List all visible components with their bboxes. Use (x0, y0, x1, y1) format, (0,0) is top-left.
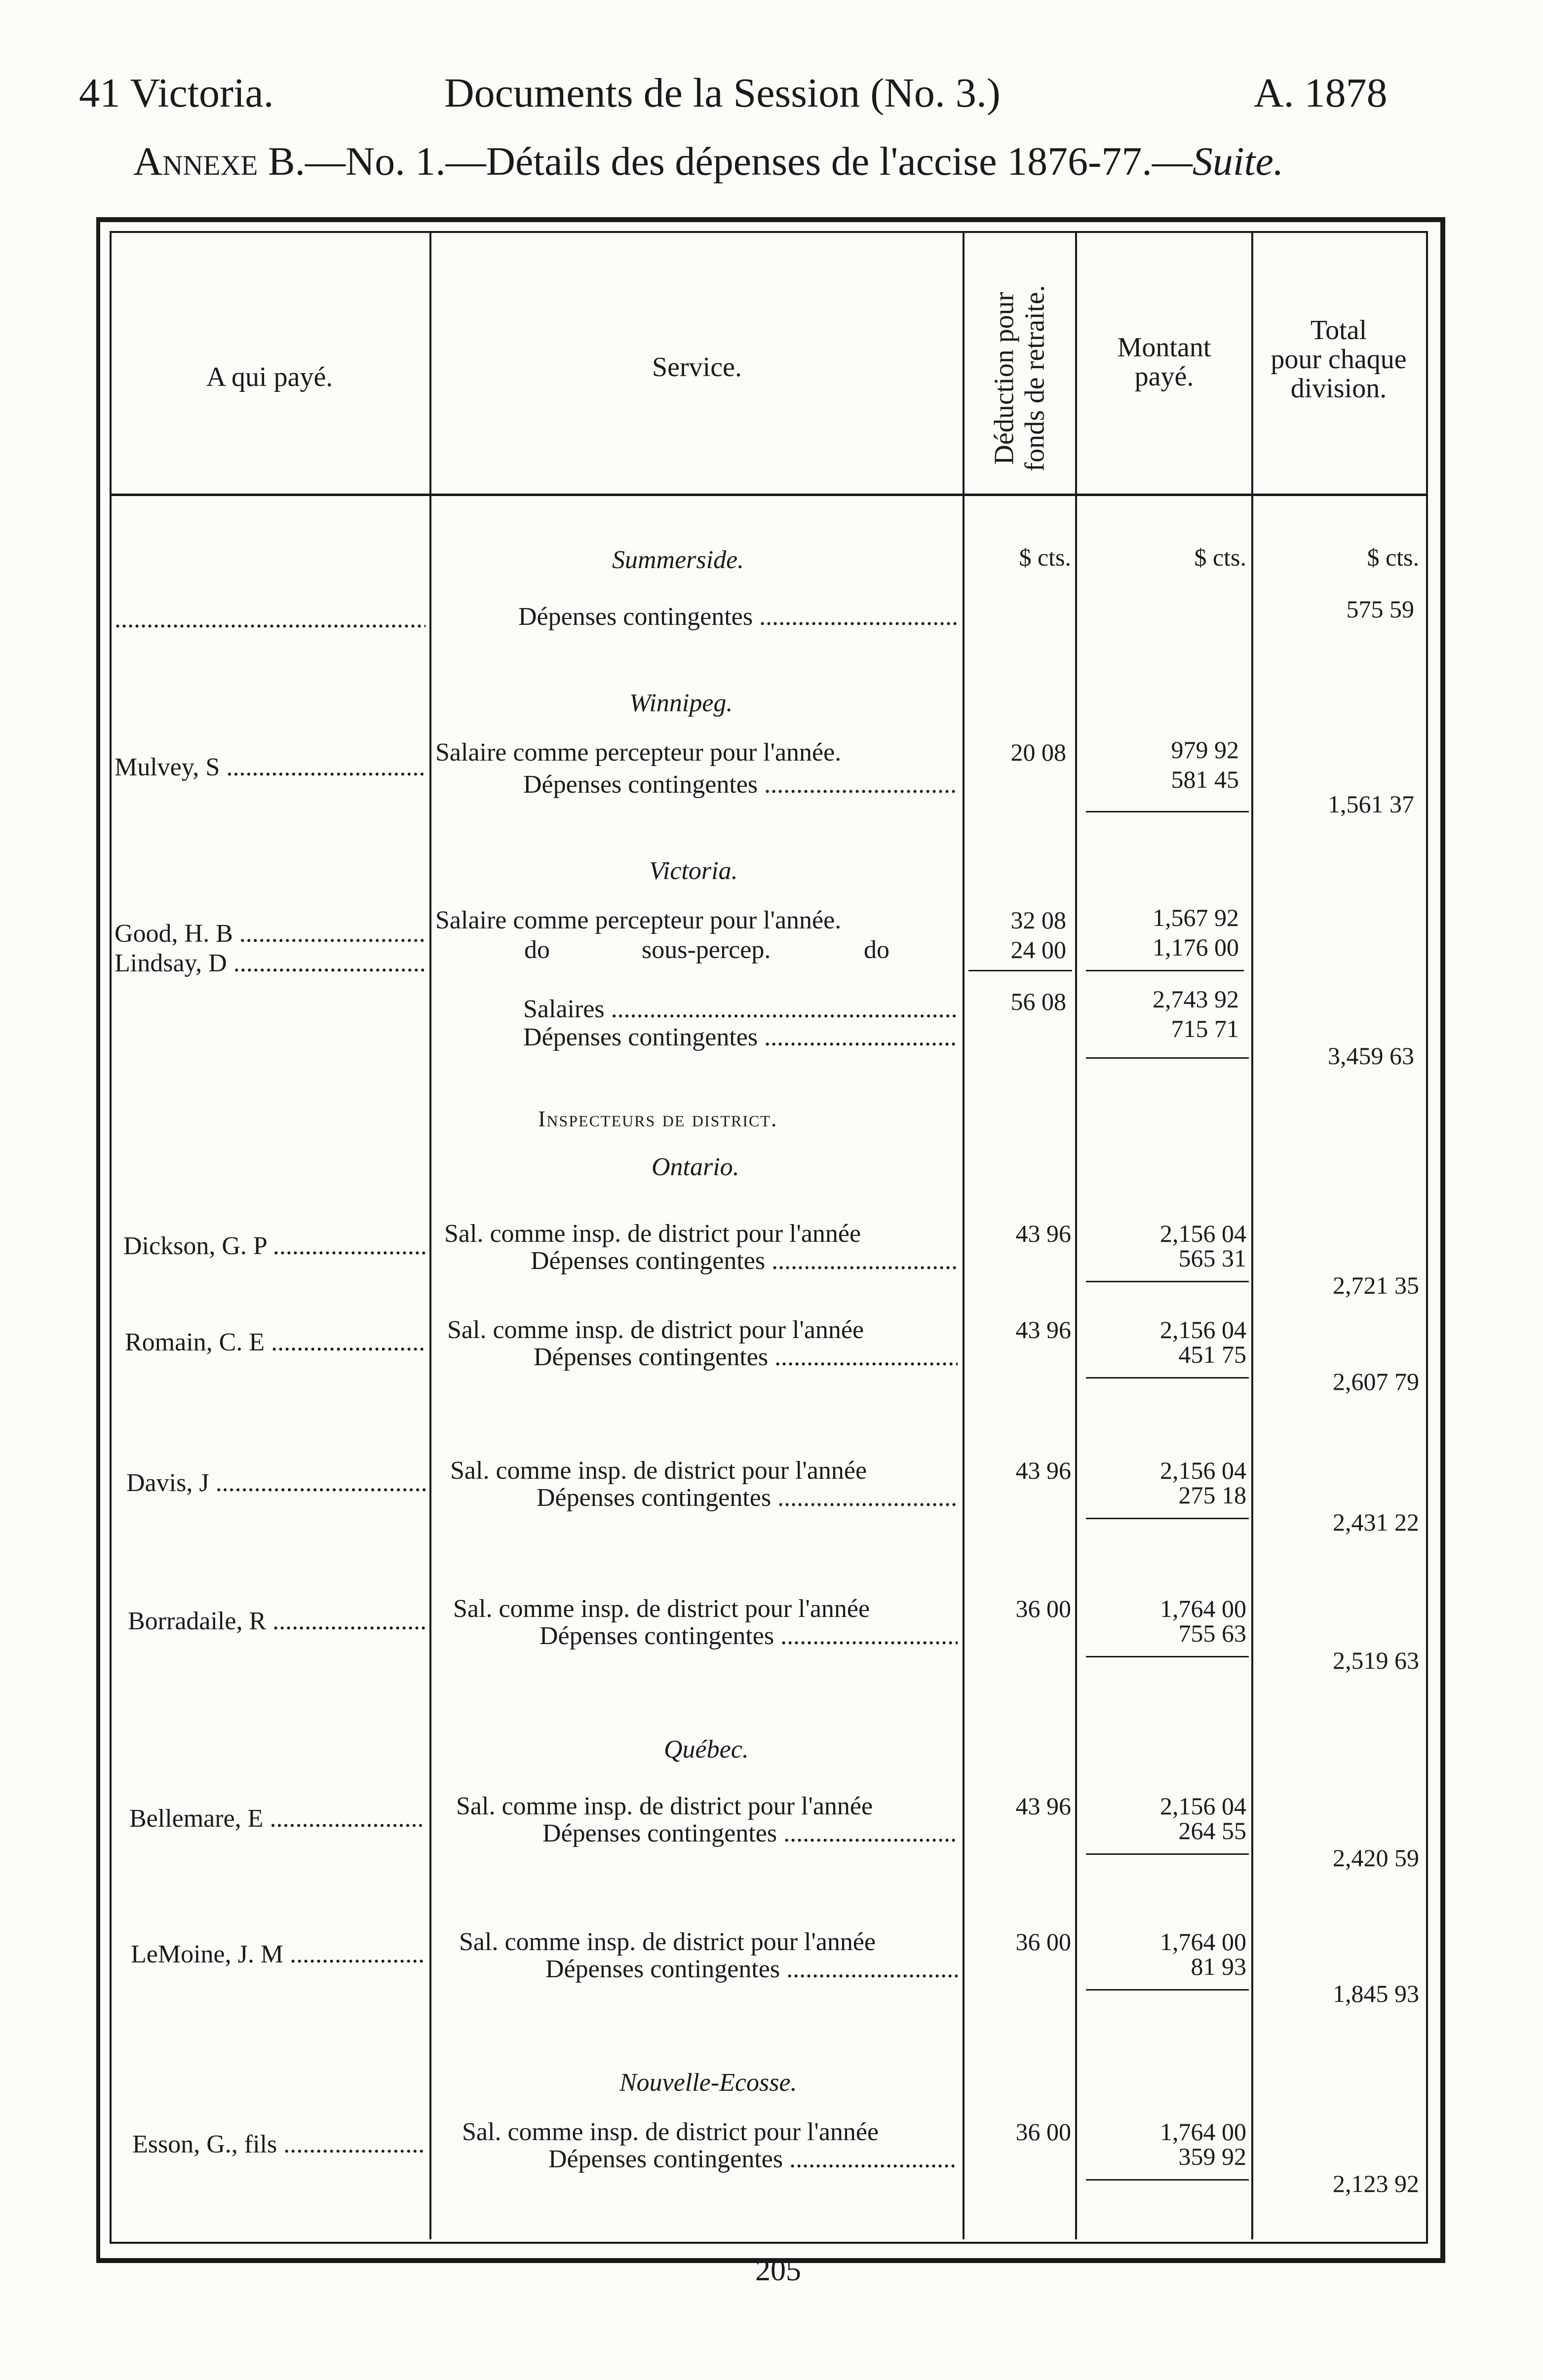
col-montant-line1: Montant (1117, 332, 1211, 363)
payee-mulvey: Mulvey, S ..... (115, 753, 425, 783)
sum-rule (1086, 2179, 1249, 2181)
col-deduction (964, 237, 1075, 491)
page-number: 205 (755, 2254, 801, 2287)
section-ontario: Ontario. (652, 1153, 739, 1181)
total-borradaile: 2,519 63 (1333, 1647, 1419, 1674)
service-victoria-dep: Dépenses contingentes ..... (523, 1023, 958, 1053)
section-winnipeg: Winnipeg. (629, 689, 733, 717)
payee-lemoine: LeMoine, J. M ..... (131, 1940, 425, 1970)
col-total (1253, 316, 1424, 403)
section-victoria: Victoria. (649, 857, 738, 885)
unit-montant: $ cts. (1194, 543, 1246, 571)
service-romain: Sal. comme insp. de district pour l'année (447, 1316, 864, 1344)
service-romain-dep: Dépenses contingentes ..... (534, 1343, 958, 1373)
montant-bellemare-dep: 264 55 (1178, 1817, 1246, 1844)
service-dickson: Sal. comme insp. de district pour l'année (444, 1220, 861, 1248)
service-davis-dep: Dépenses contingentes ..... (537, 1483, 958, 1514)
header-rule (110, 494, 1426, 496)
sum-rule (968, 970, 1072, 971)
total-bellemare: 2,420 59 (1333, 1844, 1419, 1872)
montant-romain-dep: 451 75 (1178, 1341, 1246, 1368)
col-deduction-line1: Déduction pour (989, 292, 1020, 465)
header-center: Documents de la Session (No. 3.) (444, 70, 1001, 116)
montant-winnipeg-dep: 581 45 (1171, 766, 1239, 793)
payee-bellemare: Bellemare, E ..... (129, 1804, 425, 1835)
montant-dickson: 2,156 04 (1160, 1220, 1246, 1247)
sum-rule (1086, 1518, 1249, 1519)
sum-rule (1086, 811, 1249, 812)
sum-rule (1086, 1377, 1249, 1379)
sum-rule (1086, 1281, 1249, 1282)
deduction-lemoine: 36 00 (1015, 1928, 1071, 1956)
payee-dickson: Dickson, G. P ..... (123, 1231, 425, 1262)
sum-rule (1086, 970, 1244, 971)
montant-mulvey: 979 92 (1171, 736, 1239, 764)
service-bellemare-dep: Dépenses contingentes ..... (542, 1819, 958, 1849)
deduction-dickson: 43 96 (1015, 1220, 1071, 1247)
annexe-title (133, 138, 1283, 185)
deduction-victoria-sal: 56 08 (1010, 988, 1066, 1015)
col-service: Service. (652, 352, 742, 383)
section-quebec: Québec. (664, 1735, 749, 1764)
col-montant-line2: payé. (1134, 361, 1194, 392)
service-winnipeg-dep: Dépenses contingentes ..... (523, 770, 958, 801)
total-davis: 2,431 22 (1333, 1508, 1419, 1536)
annexe-text: B.—No. 1.—Détails des dépenses de l'accise 1876-77.— (258, 139, 1193, 184)
section-summerside: Summerside. (612, 546, 744, 574)
montant-davis: 2,156 04 (1160, 1457, 1246, 1484)
payee-davis: Davis, J ..... (126, 1468, 425, 1499)
service-lindsay: sous-percep. (642, 936, 771, 964)
payee-lindsay: Lindsay, D ..... (115, 949, 425, 979)
montant-esson: 1,764 00 (1160, 2118, 1246, 2146)
montant-romain: 2,156 04 (1160, 1316, 1246, 1344)
section-inspecteurs: Inspecteurs de district. (538, 1106, 778, 1131)
service-lindsay-do: do (524, 936, 550, 964)
montant-lemoine: 1,764 00 (1160, 1928, 1246, 1956)
service-good: Salaire comme percepteur pour l'année. (435, 906, 842, 934)
service-borradaile-dep: Dépenses contingentes ..... (540, 1621, 958, 1652)
service-mulvey: Salaire comme percepteur pour l'année. (435, 738, 842, 767)
col-total-line1: Total (1310, 315, 1367, 345)
montant-bellemare: 2,156 04 (1160, 1792, 1246, 1820)
service-davis: Sal. comme insp. de district pour l'année (450, 1457, 867, 1485)
col-sep-2 (963, 233, 964, 2239)
montant-victoria-dep: 715 71 (1171, 1015, 1239, 1042)
col-payee: A qui payé. (206, 362, 333, 392)
deduction-romain: 43 96 (1015, 1316, 1071, 1344)
service-lemoine: Sal. comme insp. de district pour l'année (459, 1928, 876, 1956)
service-borradaile: Sal. comme insp. de district pour l'année (453, 1595, 870, 1623)
montant-good: 1,567 92 (1153, 904, 1239, 931)
service-lindsay-do2: do (864, 936, 889, 964)
annexe-prefix: Annexe (133, 139, 258, 184)
payee-blank-leader (115, 605, 425, 634)
col-sep-3 (1075, 233, 1077, 2239)
sum-rule (1086, 1989, 1249, 1991)
header-left: 41 Victoria. (79, 70, 274, 116)
payee-good: Good, H. B ..... (115, 919, 425, 950)
section-nouvelle-ecosse: Nouvelle-Ecosse. (619, 2069, 797, 2097)
service-bellemare: Sal. comme insp. de district pour l'année (456, 1792, 873, 1820)
deduction-davis: 43 96 (1015, 1457, 1071, 1484)
service-lemoine-dep: Dépenses contingentes ..... (545, 1955, 958, 1985)
col-sep-4 (1251, 233, 1253, 2239)
total-lemoine: 1,845 93 (1333, 1980, 1419, 2007)
montant-borradaile-dep: 755 63 (1178, 1619, 1246, 1647)
montant-borradaile: 1,764 00 (1160, 1595, 1246, 1622)
montant-davis-dep: 275 18 (1178, 1481, 1246, 1509)
montant-victoria-sal: 2,743 92 (1153, 985, 1239, 1013)
col-total-line3: division. (1290, 373, 1387, 404)
total-esson: 2,123 92 (1333, 2170, 1419, 2197)
payee-romain: Romain, C. E ..... (125, 1328, 425, 1358)
service-dickson-dep: Dépenses contingentes ..... (531, 1246, 958, 1277)
service-esson: Sal. comme insp. de district pour l'année (462, 2118, 879, 2146)
annexe-suite: Suite. (1192, 139, 1284, 184)
montant-lindsay: 1,176 00 (1153, 933, 1239, 961)
total-dickson: 2,721 35 (1333, 1271, 1419, 1299)
deduction-borradaile: 36 00 (1015, 1595, 1071, 1622)
sum-rule (1086, 1853, 1249, 1855)
deduction-bellemare: 43 96 (1015, 1792, 1071, 1820)
payee-esson: Esson, G., fils ..... (132, 2130, 425, 2160)
deduction-lindsay: 24 00 (1010, 936, 1066, 963)
col-montant (1077, 333, 1251, 391)
service-summerside-dep: Dépenses contingentes ..... (518, 602, 958, 633)
deduction-good: 32 08 (1010, 906, 1066, 934)
total-romain: 2,607 79 (1333, 1368, 1419, 1395)
montant-dickson-dep: 565 31 (1178, 1244, 1246, 1272)
payee-borradaile: Borradaile, R ..... (128, 1607, 425, 1637)
total-winnipeg: 1,561 37 (1328, 790, 1414, 818)
deduction-esson: 36 00 (1015, 2118, 1071, 2146)
montant-lemoine-dep: 81 93 (1191, 1953, 1246, 1980)
montant-esson-dep: 359 92 (1178, 2143, 1246, 2170)
service-esson-dep: Dépenses contingentes ..... (548, 2145, 958, 2175)
unit-deduction: $ cts. (1019, 543, 1071, 571)
total-summerside: 575 59 (1346, 595, 1414, 623)
col-deduction-line2: fonds de retraite. (1019, 285, 1050, 472)
service-victoria-sal: Salaires ..... (523, 995, 958, 1025)
header-right: A. 1878 (1254, 70, 1388, 116)
total-victoria: 3,459 63 (1328, 1042, 1414, 1070)
sum-rule (1086, 1656, 1249, 1657)
col-sep-1 (429, 233, 431, 2239)
col-total-line2: pour chaque (1271, 344, 1407, 375)
sum-rule (1086, 1057, 1249, 1059)
deduction-mulvey: 20 08 (1010, 738, 1066, 766)
unit-total: $ cts. (1367, 543, 1419, 571)
